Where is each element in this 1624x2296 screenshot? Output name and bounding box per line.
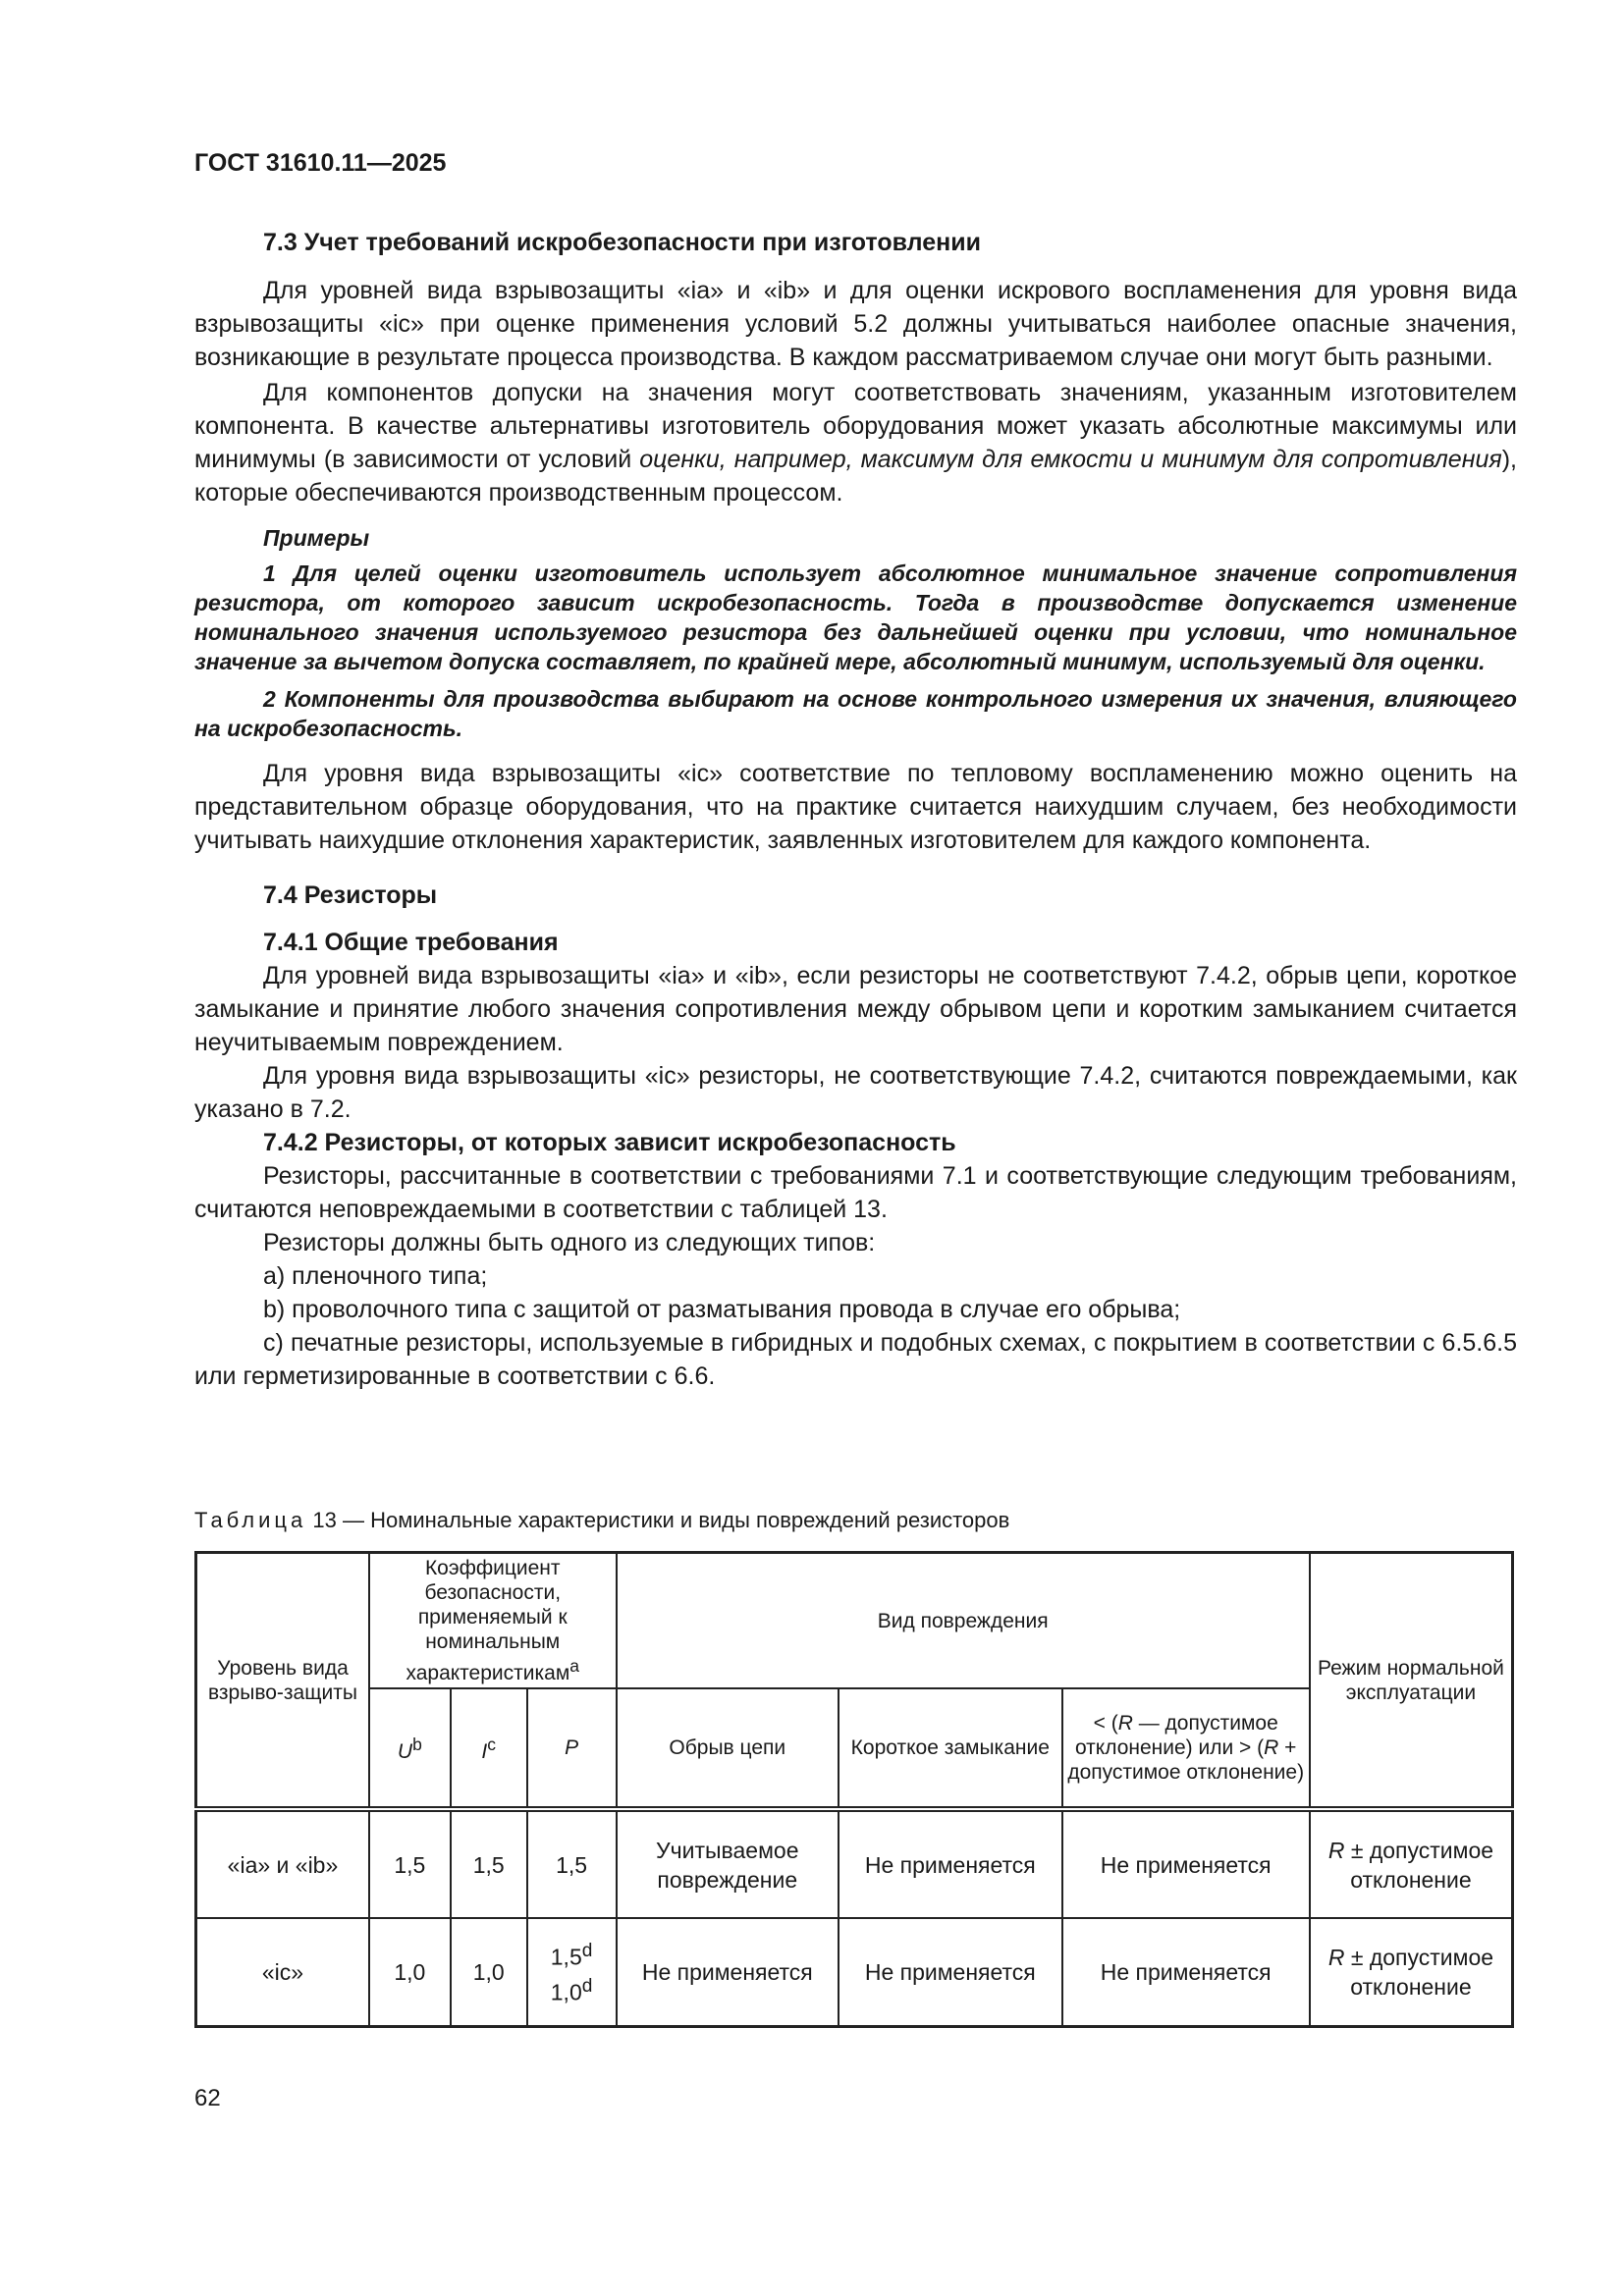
- cell-mode: R ± допустимое отклонение: [1310, 1809, 1513, 1918]
- cell-u: 1,5: [369, 1809, 451, 1918]
- header-mode: Режим нормальной эксплуатации: [1310, 1553, 1513, 1810]
- cell-i: 1,0: [451, 1918, 527, 2026]
- header-damage: Вид повреждения: [617, 1553, 1310, 1689]
- text: ), которые обеспечиваются производственным процессом.: [194, 446, 1517, 507]
- table-row: [196, 1809, 1513, 1918]
- paragraph: [194, 376, 1517, 509]
- cell-level: «ia» и «ib»: [196, 1809, 369, 1918]
- subsection-title: 7.4.2 Резисторы, от которых зависит искробезопасность: [263, 1129, 956, 1156]
- cell-deviation: Не применяется: [1062, 1809, 1310, 1918]
- cell-short: Не применяется: [839, 1918, 1061, 2026]
- resistor-table: [194, 1551, 1514, 2028]
- cell-deviation: Не применяется: [1062, 1918, 1310, 2026]
- cell-short: Не применяется: [839, 1809, 1061, 1918]
- header-i: $I^c$: [451, 1688, 527, 1809]
- text: Для компонентов допуски на значения могут соответствовать значениям, указанным изготовителем компонента. В качестве альтернативы изготовитель оборудования может указать абсолютные максимумы или минимумы (в зависимости от условий: [194, 379, 1517, 473]
- list-item: b) проволочного типа с защитой от разматывания провода в случае его обрыва;: [263, 1296, 1181, 1323]
- list-item: a) пленочного типа;: [263, 1262, 488, 1290]
- header-deviation: < (R — допустимое отклонение) или > (R + допустимое отклонение): [1062, 1688, 1310, 1809]
- cell-level: «ic»: [196, 1918, 369, 2026]
- example-1: 1 Для целей оценки изготовитель использует абсолютное минимальное значение сопротивления резистора, от которого зависит искробезопасность. Тогда в производстве допускается изменение номинального значения используемого резистора без дальнейшей оценки при условии, что номинальное значение за вычетом допуска составляет, по крайней мере, абсолютный минимум, используемый для оценки.: [194, 561, 1517, 674]
- header-u: $U^b$: [369, 1688, 451, 1809]
- examples-title: Примеры: [263, 525, 370, 551]
- paragraph: Для уровней вида взрывозащиты «ia» и «ib» и для оценки искрового воспламенения для уровня вида взрывозащиты «ic» при оценке применения условий 5.2 должны учитываться наиболее опасные значения, возникающие в результате процесса производства. В каждом рассматриваемом случае они могут быть разными.: [194, 277, 1517, 371]
- cell-u: 1,0: [369, 1918, 451, 2026]
- caption-label: Таблица: [194, 1508, 307, 1532]
- section-title: 7.4 Резисторы: [263, 881, 438, 909]
- header-short: Короткое замыкание: [839, 1688, 1061, 1809]
- header-level: Уровень вида взрыво-защиты: [196, 1553, 369, 1810]
- cell-open: Учитываемое повреждение: [617, 1809, 839, 1918]
- paragraph: Для уровней вида взрывозащиты «ia» и «ib», если резисторы не соответствуют 7.4.2, обрыв цепи, короткое замыкание и принятие любого значения сопротивления между обрывом цепи и коротким замыканием считается неучитываемым повреждением.: [194, 962, 1517, 1056]
- list-item: c) печатные резисторы, используемые в гибридных и подобных схемах, с покрытием в соответствии с 6.5.6.5 или герметизированные в соответствии с 6.6.: [194, 1329, 1517, 1390]
- cell-open: Не применяется: [617, 1918, 839, 2026]
- table-row: [196, 1918, 1513, 2026]
- paragraph: Резисторы должны быть одного из следующих типов:: [263, 1229, 876, 1256]
- italic-text: оценки, например, максимум для емкости и минимум для сопротивления: [639, 446, 1502, 473]
- page-number: 62: [194, 2085, 221, 2111]
- subsection-title: 7.4.1 Общие требования: [263, 929, 559, 956]
- caption-text: 13 — Номинальные характеристики и виды повреждений резисторов: [306, 1508, 1010, 1532]
- cell-p: 1,5: [527, 1809, 617, 1918]
- header-p: P: [527, 1688, 617, 1809]
- paragraph: Для уровня вида взрывозащиты «ic» резисторы, не соответствующие 7.4.2, считаются повреждаемыми, как указано в 7.2.: [194, 1062, 1517, 1123]
- header-coefficient: Коэффициент безопасности, применяемый к номинальным характеристикам$^a$: [369, 1553, 617, 1689]
- section-7-3: [194, 226, 1517, 1393]
- example-2: 2 Компоненты для производства выбирают на основе контрольного измерения их значения, влияющего на искробезопасность.: [194, 686, 1517, 741]
- cell-i: 1,5: [451, 1809, 527, 1918]
- document-header: ГОСТ 31610.11—2025: [194, 149, 447, 177]
- header-open: Обрыв цепи: [617, 1688, 839, 1809]
- paragraph: Для уровня вида взрывозащиты «ic» соответствие по тепловому воспламенению можно оценить на представительном образце оборудования, что на практике считается наихудшим случаем, без необходимости учитывать наихудшие отклонения характеристик, заявленных изготовителем для каждого компонента.: [194, 760, 1517, 854]
- cell-mode: R ± допустимое отклонение: [1310, 1918, 1513, 2026]
- cell-p: 1,5$^d$ 1,0$^d$: [527, 1918, 617, 2026]
- section-title: 7.3 Учет требований искробезопасности при изготовлении: [263, 229, 981, 256]
- table-caption: [194, 1508, 1009, 1533]
- paragraph: Резисторы, рассчитанные в соответствии с требованиями 7.1 и соответствующие следующим требованиям, считаются неповреждаемыми в соответствии с таблицей 13.: [194, 1162, 1517, 1223]
